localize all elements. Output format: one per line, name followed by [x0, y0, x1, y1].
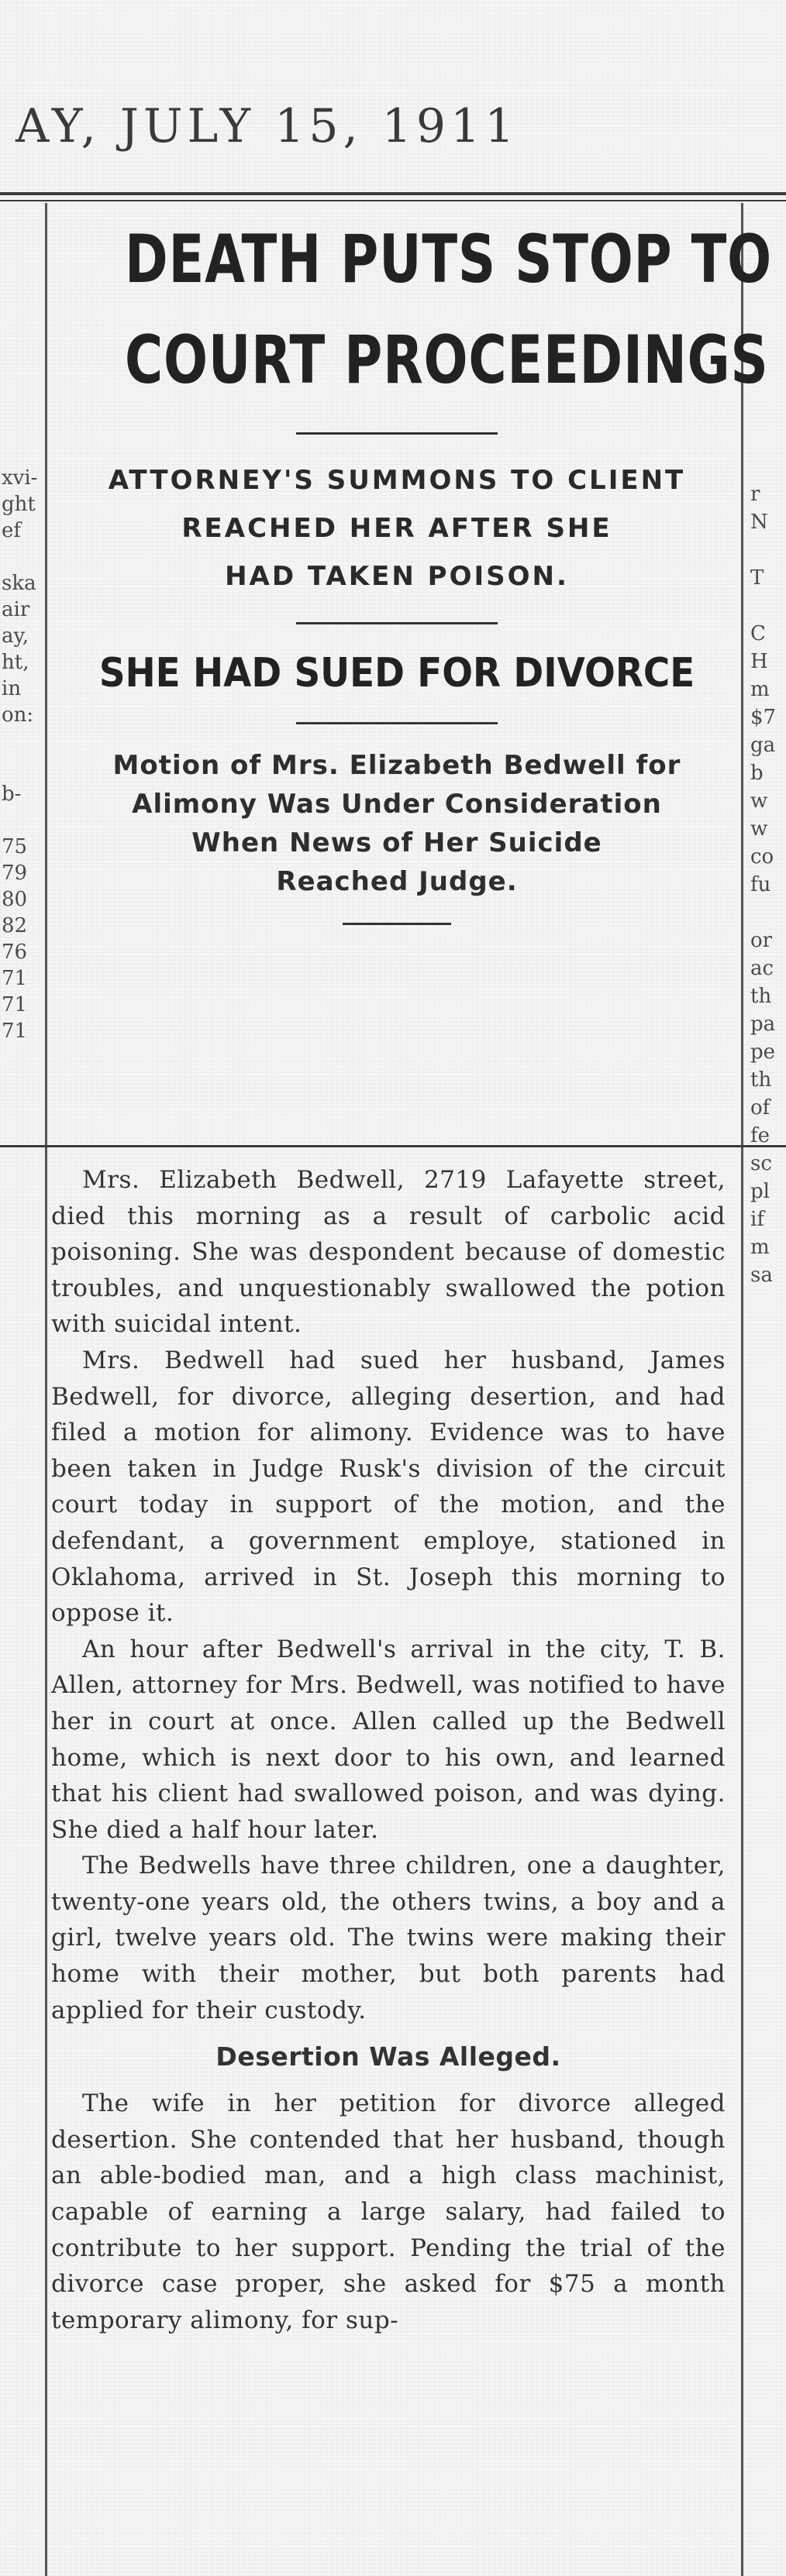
subheadline-line-2: REACHED HER AFTER SHE: [181, 513, 612, 544]
headline-line-1: DEATH PUTS STOP TO: [125, 221, 772, 298]
article-body: [51, 1162, 726, 2338]
masthead-rule-thin: [0, 200, 786, 201]
left-margin-fragments: xvi- ght ef ska air ay, ht, in on: b- 75 79 80 82 76 71 71 71: [2, 466, 38, 1043]
subheadline-line-3: HAD TAKEN POISON.: [225, 561, 569, 592]
right-margin-fragments: r N T C H m $7 ga b w w co fu or ac th pa pe th of fe sc pl if m sa: [750, 483, 777, 1287]
body-paragraph: The wife in her petition for divorce alleged desertion. She contended that her husband, though an able-bodied man, and a high class machinist, capable of earning a large salary, had failed to contribute to her support. Pending the trial of the divorce case proper, she asked for $75 a month temporary alimony, for sup-: [51, 2089, 726, 2334]
subheadline-line-1: ATTORNEY'S SUMMONS TO CLIENT: [108, 465, 686, 496]
second-headline: SHE HAD SUED FOR DIVORCE: [98, 650, 695, 696]
article-head: [48, 209, 772, 947]
deck-line-2: Alimony Was Under Consideration: [132, 789, 662, 820]
body-paragraph: Mrs. Bedwell had sued her husband, James Bedwell, for divorce, alleging desertion, and had filed a motion for alimony. Evidence was to have been taken in Judge Rusk's division of the circuit court today in support of the motion, and the defendant, a government employe, stationed in Oklahoma, arrived in St. Joseph this morning to oppose it.: [51, 1346, 726, 1628]
separator: [296, 622, 498, 624]
body-paragraph: An hour after Bedwell's arrival in the city, T. B. Allen, attorney for Mrs. Bedwell, was notified to have her in court at once. Allen called up the Bedwell home, which is next door to his own, and learned that his client had swallowed poison, and was dying. She died a half hour later.: [51, 1635, 726, 1844]
deck-line-3: When News of Her Suicide: [191, 827, 602, 858]
left-column-rule: [45, 203, 47, 2576]
deck-line-1: Motion of Mrs. Elizabeth Bedwell for: [112, 750, 681, 781]
headline-bottom-rule: [0, 1145, 786, 1147]
separator: [296, 432, 498, 435]
deck-line-4: Reached Judge.: [276, 866, 518, 897]
separator: [343, 923, 451, 925]
headline-line-2: COURT PROCEEDINGS: [125, 322, 769, 399]
masthead-rule: [0, 192, 786, 195]
section-subhead: Desertion Was Alleged.: [215, 2041, 561, 2072]
separator: [296, 722, 498, 724]
body-paragraph: Mrs. Elizabeth Bedwell, 2719 Lafayette street, died this morning as a result of carbolic acid poisoning. She was despondent because of domestic troubles, and unquestionably swallowed the potion with suicidal intent.: [51, 1166, 726, 1339]
dateline: AY, JULY 15, 1911: [16, 99, 519, 153]
body-paragraph: The Bedwells have three children, one a daughter, twenty-one years old, the others twins, a boy and a girl, twelve years old. The twins were making their home with their mother, but both parents had applied for their custody.: [51, 1852, 726, 2024]
